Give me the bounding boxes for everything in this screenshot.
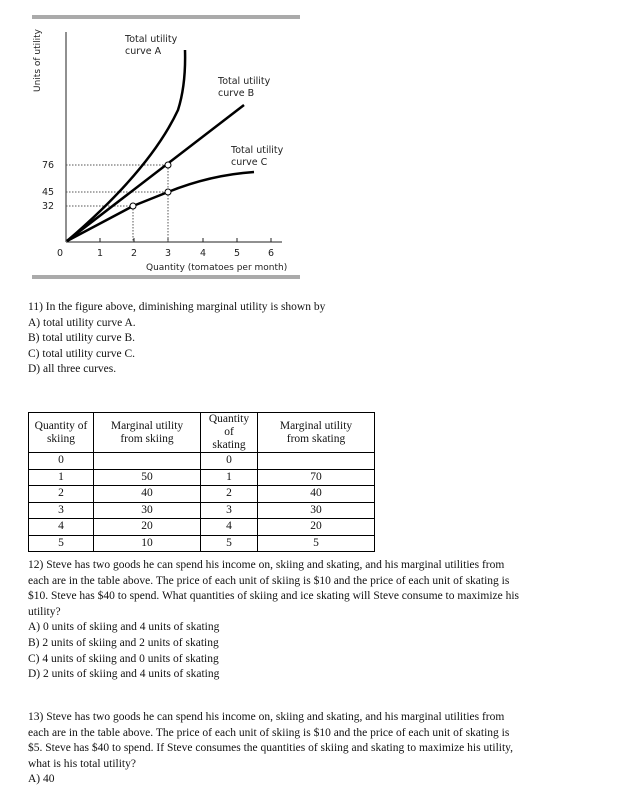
point-b-3 xyxy=(165,162,171,168)
table-cell: 4 xyxy=(29,519,94,536)
table-cell: 50 xyxy=(94,469,201,486)
curve-b-label-1: Total utility xyxy=(218,76,271,87)
x-tick-5: 5 xyxy=(234,248,241,259)
table-cell: 40 xyxy=(94,486,201,503)
curve-a-label-2: curve A xyxy=(125,46,162,57)
question-13 xyxy=(28,710,598,788)
x-tick-6: 6 xyxy=(268,248,275,259)
table-cell: 3 xyxy=(201,502,258,519)
table-cell: 5 xyxy=(258,535,375,552)
q12-line: utility? xyxy=(28,605,61,618)
y-tick-76: 76 xyxy=(42,160,55,171)
q11-option-a: A) total utility curve A. xyxy=(28,316,136,329)
top-rule xyxy=(32,15,300,19)
x-axis-label: Quantity (tomatoes per month) xyxy=(146,263,288,273)
table-row xyxy=(29,453,375,470)
q13-line: each are in the table above. The price of each unit of skiing is $10 and the price of each unit of skating is xyxy=(28,726,510,739)
table-row xyxy=(29,486,375,503)
table-cell: 40 xyxy=(258,486,375,503)
table-cell: 10 xyxy=(94,535,201,552)
q13-line: 13) Steve has two goods he can spend his income on, skiing and skating, and his marginal utilities from xyxy=(28,711,505,723)
table-cell: 30 xyxy=(94,502,201,519)
header-qty-skating: Quantity of skating xyxy=(201,413,258,453)
q13-line: what is his total utility? xyxy=(28,757,136,770)
table-cell: 5 xyxy=(29,535,94,552)
q12-option-d: D) 2 units of skiing and 4 units of skating xyxy=(28,668,220,681)
x-tick-4: 4 xyxy=(200,248,207,259)
total-utility-figure xyxy=(0,0,310,290)
table-cell: 30 xyxy=(258,502,375,519)
q11-option-b: B) total utility curve B. xyxy=(28,332,135,345)
table-cell: 20 xyxy=(94,519,201,536)
curve-a xyxy=(67,50,185,241)
curve-c-label-1: Total utility xyxy=(231,145,284,156)
marginal-utility-table xyxy=(28,412,375,552)
q11-stem: 11) In the figure above, diminishing marginal utility is shown by xyxy=(28,301,326,313)
x-tick-3: 3 xyxy=(165,248,172,259)
q12-line: each are in the table above. The price of each unit of skiing is $10 and the price of each unit of skating is xyxy=(28,574,510,587)
header-mu-skating: Marginal utility from skating xyxy=(258,413,375,453)
y-tick-45: 45 xyxy=(42,187,55,198)
table-cell: 4 xyxy=(201,519,258,536)
q12-option-c: C) 4 units of skiing and 0 units of skating xyxy=(28,652,219,665)
bottom-rule xyxy=(32,275,300,279)
q11-option-c: C) total utility curve C. xyxy=(28,347,135,360)
table-cell: 20 xyxy=(258,519,375,536)
x-tick-0: 0 xyxy=(57,248,64,259)
table-row xyxy=(29,469,375,486)
table-cell: 2 xyxy=(201,486,258,503)
table-cell: 1 xyxy=(29,469,94,486)
table-cell: 0 xyxy=(201,453,258,470)
header-qty-skiing: Quantity of skiing xyxy=(29,413,94,453)
table-cell xyxy=(258,453,375,470)
y-axis-label: Units of utility xyxy=(33,29,43,92)
curve-b-label-2: curve B xyxy=(218,88,255,99)
header-mu-skiing: Marginal utility from skiing xyxy=(94,413,201,453)
curve-c xyxy=(67,172,254,241)
curve-c-label-2: curve C xyxy=(231,157,268,168)
q13-option-a: A) 40 xyxy=(28,773,55,786)
table-cell: 2 xyxy=(29,486,94,503)
x-tick-2: 2 xyxy=(131,248,138,259)
q12-option-b: B) 2 units of skiing and 2 units of skating xyxy=(28,636,219,649)
curve-a-label-1: Total utility xyxy=(125,34,178,45)
point-c-2 xyxy=(130,203,136,209)
table-cell: 5 xyxy=(201,535,258,552)
table-cell: 70 xyxy=(258,469,375,486)
table-row xyxy=(29,535,375,552)
table-cell: 0 xyxy=(29,453,94,470)
table-cell: 3 xyxy=(29,502,94,519)
y-tick-32: 32 xyxy=(42,201,55,212)
q12-line: 12) Steve has two goods he can spend his income on, skiing and skating, and his marginal utilities from xyxy=(28,559,505,571)
q13-line: $5. Steve has $40 to spend. If Steve consumes the quantities of skiing and skating to maximize his utility, xyxy=(28,742,514,755)
question-12 xyxy=(28,558,598,683)
question-11 xyxy=(28,300,598,378)
q11-option-d: D) all three curves. xyxy=(28,363,117,376)
curve-b xyxy=(67,105,244,241)
point-c-3 xyxy=(165,189,171,195)
table-row xyxy=(29,519,375,536)
table-cell xyxy=(94,453,201,470)
q12-option-a: A) 0 units of skiing and 4 units of skating xyxy=(28,621,220,634)
table-cell: 1 xyxy=(201,469,258,486)
q12-line: $10. Steve has $40 to spend. What quantities of skiing and ice skating will Steve consume to maximize his xyxy=(28,590,520,603)
table-row xyxy=(29,502,375,519)
x-tick-1: 1 xyxy=(97,248,104,259)
